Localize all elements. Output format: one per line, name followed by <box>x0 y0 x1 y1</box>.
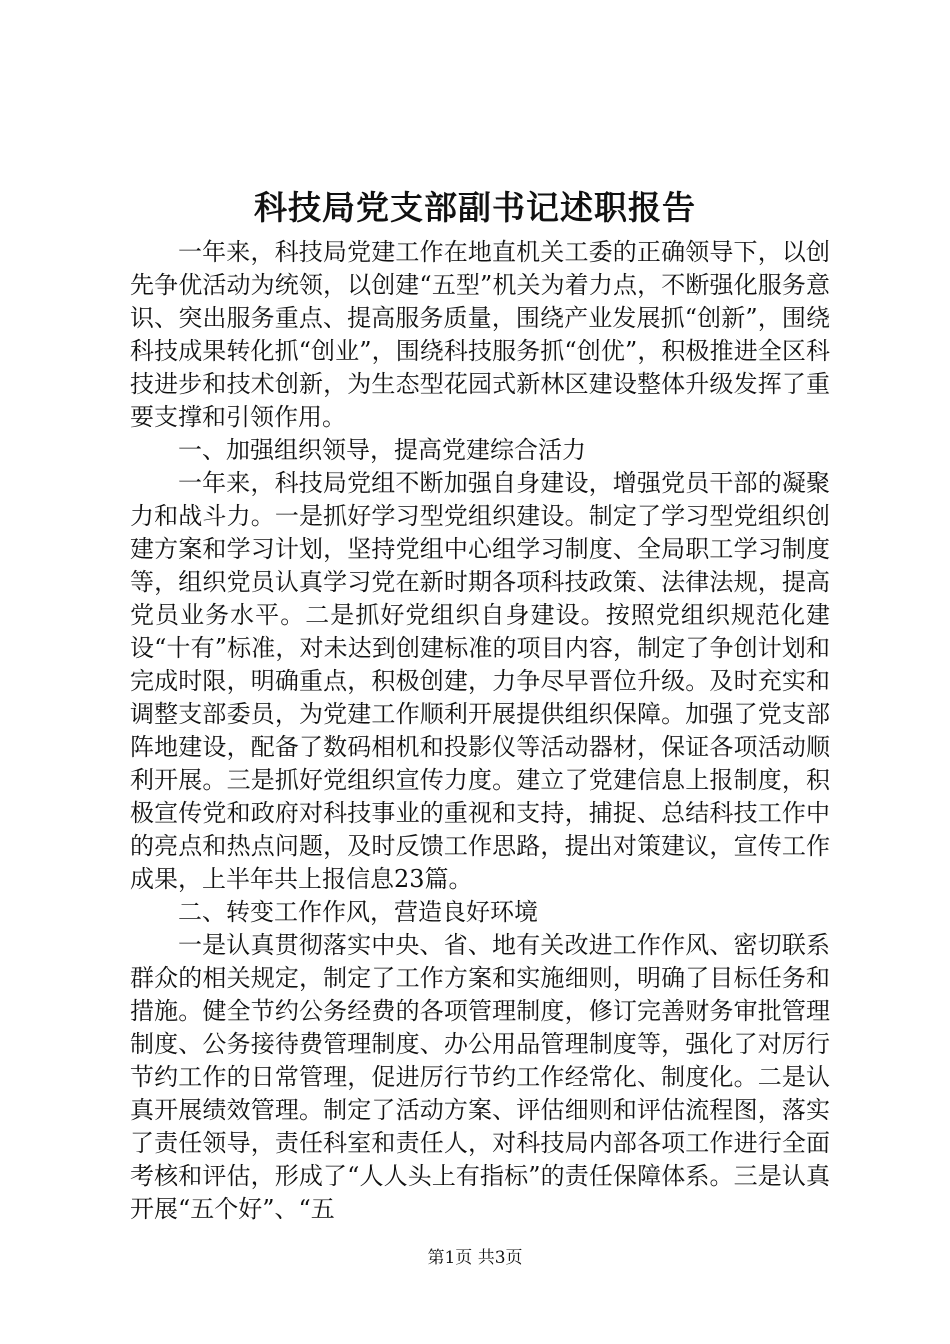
paragraph-intro: 一年来，科技局党建工作在地直机关工委的正确领导下，以创先争优活动为统领，以创建“五型”机关为着力点，不断强化服务意识、突出服务重点、提高服务质量，围绕产业发展抓“创新”，围绕科技成果转化抓“创业”，围绕科技服务抓“创优”，积极推进全区科技进步和技术创新，为生态型花园式新林区建设整体升级发挥了重要支撑和引领作用。 <box>130 238 830 431</box>
document-body <box>130 236 830 1226</box>
document-title: 科技局党支部副书记述职报告 <box>254 188 696 227</box>
paragraph-section-1: 一年来，科技局党组不断加强自身建设，增强党员干部的凝聚力和战斗力。一是抓好学习型党组织建设。制定了学习型党组织创建方案和学习计划，坚持党组中心组学习制度、全局职工学习制度等，组织党员认真学习党在新时期各项科技政策、法律法规，提高党员业务水平。二是抓好党组织自身建设。按照党组织规范化建设“十有”标准，对未达到创建标准的项目内容，制定了争创计划和完成时限，明确重点，积极创建，力争尽早晋位升级。及时充实和调整支部委员，为党建工作顺利开展提供组织保障。加强了党支部阵地建设，配备了数码相机和投影仪等活动器材，保证各项活动顺利开展。三是抓好党组织宣传力度。建立了党建信息上报制度，积极宣传党和政府对科技事业的重视和支持，捕捉、总结科技工作中的亮点和热点问题，及时反馈工作思路，提出对策建议，宣传工作成果，上半年共上报信息23篇。 <box>130 469 830 893</box>
paragraph-section-2: 一是认真贯彻落实中央、省、地有关改进工作作风、密切联系群众的相关规定，制定了工作方案和实施细则，明确了目标任务和措施。健全节约公务经费的各项管理制度，修订完善财务审批管理制度、公务接待费管理制度、办公用品管理制度等，强化了对厉行节约工作的日常管理，促进厉行节约工作经常化、制度化。二是认真开展绩效管理。制定了活动方案、评估细则和评估流程图，落实了责任领导，责任科室和责任人，对科技局内部各项工作进行全面考核和评估，形成了“人人头上有指标”的责任保障体系。三是认真开展“五个好”、“五 <box>130 931 830 1223</box>
section-heading-1: 一、加强组织领导，提高党建综合活力 <box>178 436 586 464</box>
section-heading-2: 二、转变工作作风，营造良好环境 <box>178 898 538 926</box>
page-number-footer: 第1页 共3页 <box>427 1248 523 1268</box>
